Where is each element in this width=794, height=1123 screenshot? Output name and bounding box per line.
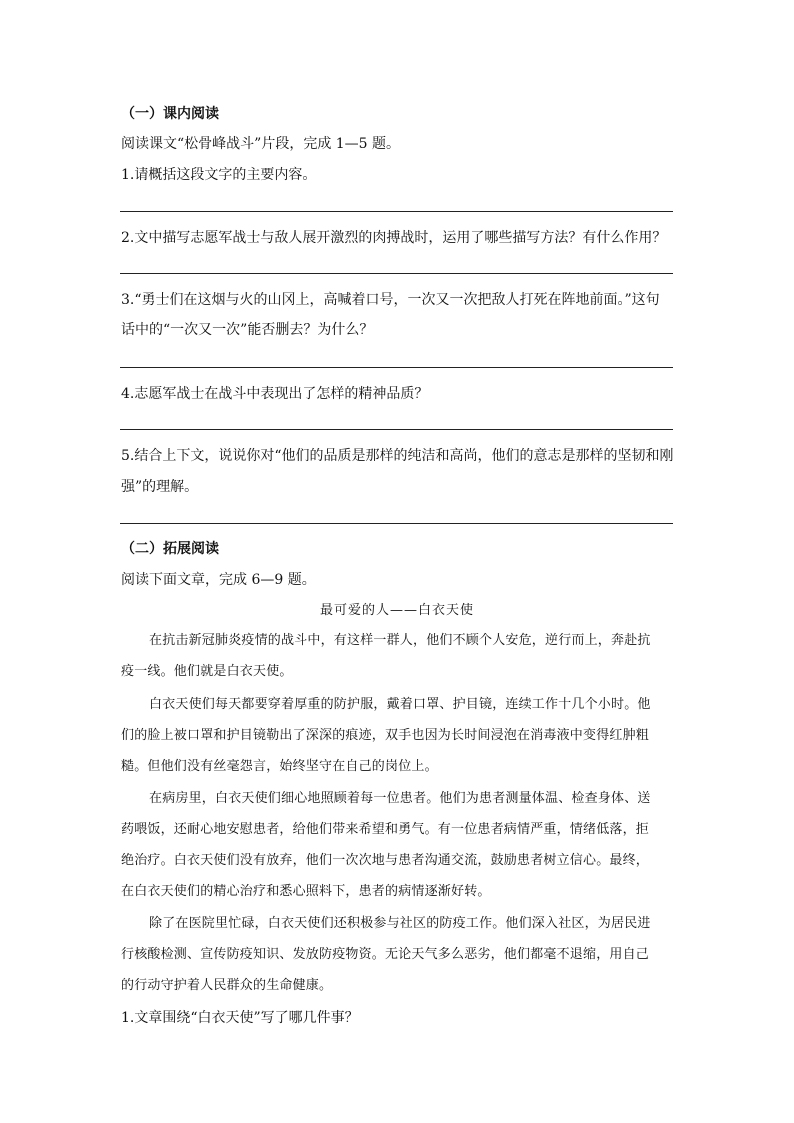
answer-line-2 — [120, 273, 673, 274]
paragraph-1-line-2: 疫一线。他们就是白衣天使。 — [121, 664, 293, 679]
paragraph-3-line-3: 绝治疗。白衣天使们没有放弃，他们一次次地与患者沟通交流，鼓励患者树立信心。最终， — [121, 853, 650, 868]
answer-line-4 — [120, 429, 673, 430]
question-6: 1.文章围绕“白衣天使”写了哪几件事？ — [121, 1010, 359, 1026]
question-1: 1.请概括这段文字的主要内容。 — [121, 167, 317, 183]
paragraph-4-line-1: 除了在医院里忙碌，白衣天使们还积极参与社区的防疫工作。他们深入社区，为居民进 — [149, 916, 651, 931]
section-instruction-2: 阅读下面文章，完成 6—9 题。 — [121, 572, 316, 588]
paragraph-4-line-2: 行核酸检测、宣传防疫知识、发放防疫物资。无论天气多么恶劣，他们都毫不退缩，用自己 — [121, 947, 650, 962]
paragraph-2-line-3: 糙。但他们没有丝毫怨言，始终坚守在自己的岗位上。 — [121, 759, 438, 774]
paragraph-2-line-2: 们的脸上被口罩和护目镜勒出了深深的痕迹，双手也因为长时间浸泡在消毒液中变得红肿粗 — [121, 728, 650, 743]
paragraph-3-line-2: 药喂饭，还耐心地安慰患者，给他们带来希望和勇气。有一位患者病情严重，情绪低落，拒 — [121, 822, 650, 837]
question-4: 4.志愿军战士在战斗中表现出了怎样的精神品质？ — [121, 386, 429, 402]
question-3-line-1: 3.“勇士们在这烟与火的山冈上，高喊着口号，一次又一次把敌人打死在阵地前面。”这句 — [121, 292, 660, 308]
question-2: 2.文中描写志愿军战士与敌人展开激烈的肉搏战时，运用了哪些描写方法？有什么作用？ — [121, 230, 667, 246]
paragraph-3-line-4: 在白衣天使们的精心治疗和悉心照料下，患者的病情逐渐好转。 — [121, 884, 491, 899]
article-title: 最可爱的人——白衣天使 — [319, 603, 474, 618]
section-instruction-1: 阅读课文“松骨峰战斗”片段，完成 1—5 题。 — [121, 136, 401, 152]
answer-line-1 — [120, 211, 673, 212]
paragraph-3-line-1: 在病房里，白衣天使们细心地照顾着每一位患者。他们为患者测量体温、检查身体、送 — [149, 791, 651, 806]
question-3-line-2: 话中的“一次又一次”能否删去？为什么？ — [121, 322, 374, 338]
paragraph-4-line-3: 的行动守护着人民群众的生命健康。 — [121, 978, 333, 993]
answer-line-5 — [120, 523, 673, 524]
section-heading-1: （一）课内阅读 — [121, 106, 219, 122]
paragraph-1-line-1: 在抗击新冠肺炎疫情的战斗中，有这样一群人，他们不顾个人安危，逆行而上，奔赴抗 — [149, 633, 651, 648]
question-5-line-1: 5.结合上下文，说说你对“他们的品质是那样的纯洁和高尚，他们的意志是那样的坚韧和刚 — [121, 448, 674, 464]
question-5-line-2: 强”的理解。 — [121, 479, 199, 495]
paragraph-2-line-1: 白衣天使们每天都要穿着厚重的防护服，戴着口罩、护目镜，连续工作十几个小时。他 — [149, 697, 651, 712]
answer-line-3 — [120, 367, 673, 368]
section-heading-2: （二）拓展阅读 — [121, 541, 219, 557]
